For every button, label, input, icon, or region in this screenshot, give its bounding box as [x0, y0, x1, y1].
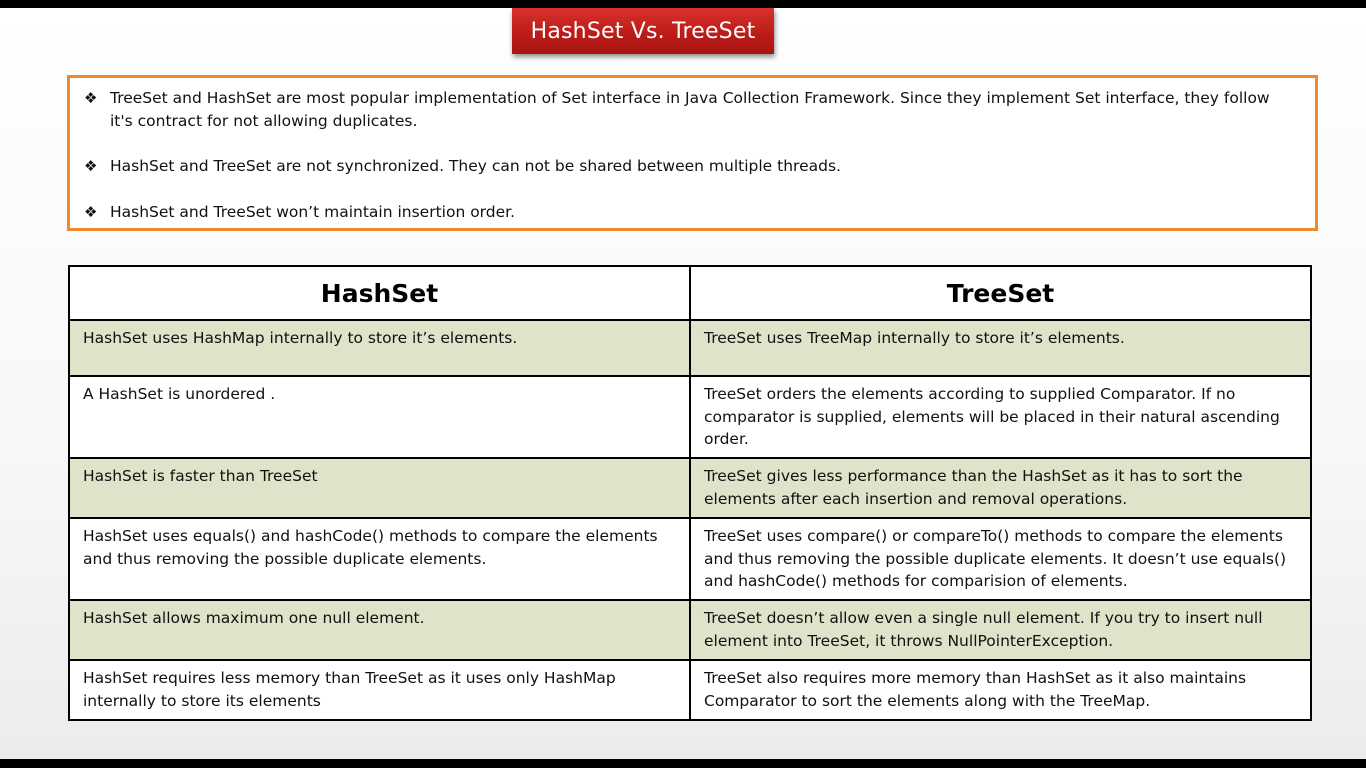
table-row: [69, 376, 1311, 458]
intro-bullet: [84, 155, 1295, 178]
intro-bullet-text: TreeSet and HashSet are most popular implementation of Set interface in Java Collection Framework. Since they implement Set interface, they follow it's contract for not allowing duplicates.: [110, 89, 1270, 130]
slide: [0, 8, 1366, 759]
intro-bullet: [84, 87, 1295, 133]
hashset-cell: HashSet uses equals() and hashCode() methods to compare the elements and thus removing the possible duplicate elements.: [69, 518, 690, 600]
page-title: HashSet Vs. TreeSet: [530, 18, 756, 44]
intro-box: [67, 75, 1318, 231]
table-row: [69, 458, 1311, 518]
intro-bullet-text: HashSet and TreeSet won’t maintain insertion order.: [110, 203, 516, 221]
table-row: [69, 518, 1311, 600]
table-header-row: [69, 266, 1311, 320]
table-row: [69, 600, 1311, 660]
hashset-cell: A HashSet is unordered .: [69, 376, 690, 458]
header-hashset: HashSet: [69, 266, 690, 320]
hashset-cell: HashSet is faster than TreeSet: [69, 458, 690, 518]
hashset-cell: HashSet allows maximum one null element.: [69, 600, 690, 660]
treeset-cell: TreeSet doesn’t allow even a single null element. If you try to insert null element into TreeSet, it throws NullPointerException.: [690, 600, 1311, 660]
comparison-table: [68, 265, 1312, 721]
diamond-bullet-icon: ❖: [84, 157, 98, 175]
table-row: [69, 660, 1311, 720]
treeset-cell: TreeSet orders the elements according to supplied Comparator. If no comparator is supplied, elements will be placed in their natural ascending order.: [690, 376, 1311, 458]
header-treeset: TreeSet: [690, 266, 1311, 320]
hashset-cell: HashSet uses HashMap internally to store it’s elements.: [69, 320, 690, 376]
intro-bullet: [84, 201, 1295, 224]
title-banner: [512, 8, 774, 54]
hashset-cell: HashSet requires less memory than TreeSet as it uses only HashMap internally to store its elements: [69, 660, 690, 720]
treeset-cell: TreeSet gives less performance than the HashSet as it has to sort the elements after each insertion and removal operations.: [690, 458, 1311, 518]
treeset-cell: TreeSet also requires more memory than HashSet as it also maintains Comparator to sort the elements along with the TreeMap.: [690, 660, 1311, 720]
intro-bullet-text: HashSet and TreeSet are not synchronized. They can not be shared between multiple threads.: [110, 157, 841, 175]
treeset-cell: TreeSet uses TreeMap internally to store it’s elements.: [690, 320, 1311, 376]
diamond-bullet-icon: ❖: [84, 203, 98, 221]
table-row: [69, 320, 1311, 376]
diamond-bullet-icon: ❖: [84, 89, 98, 107]
treeset-cell: TreeSet uses compare() or compareTo() methods to compare the elements and thus removing the possible duplicate elements. It doesn’t use equals() and hashCode() methods for comparision of elements.: [690, 518, 1311, 600]
